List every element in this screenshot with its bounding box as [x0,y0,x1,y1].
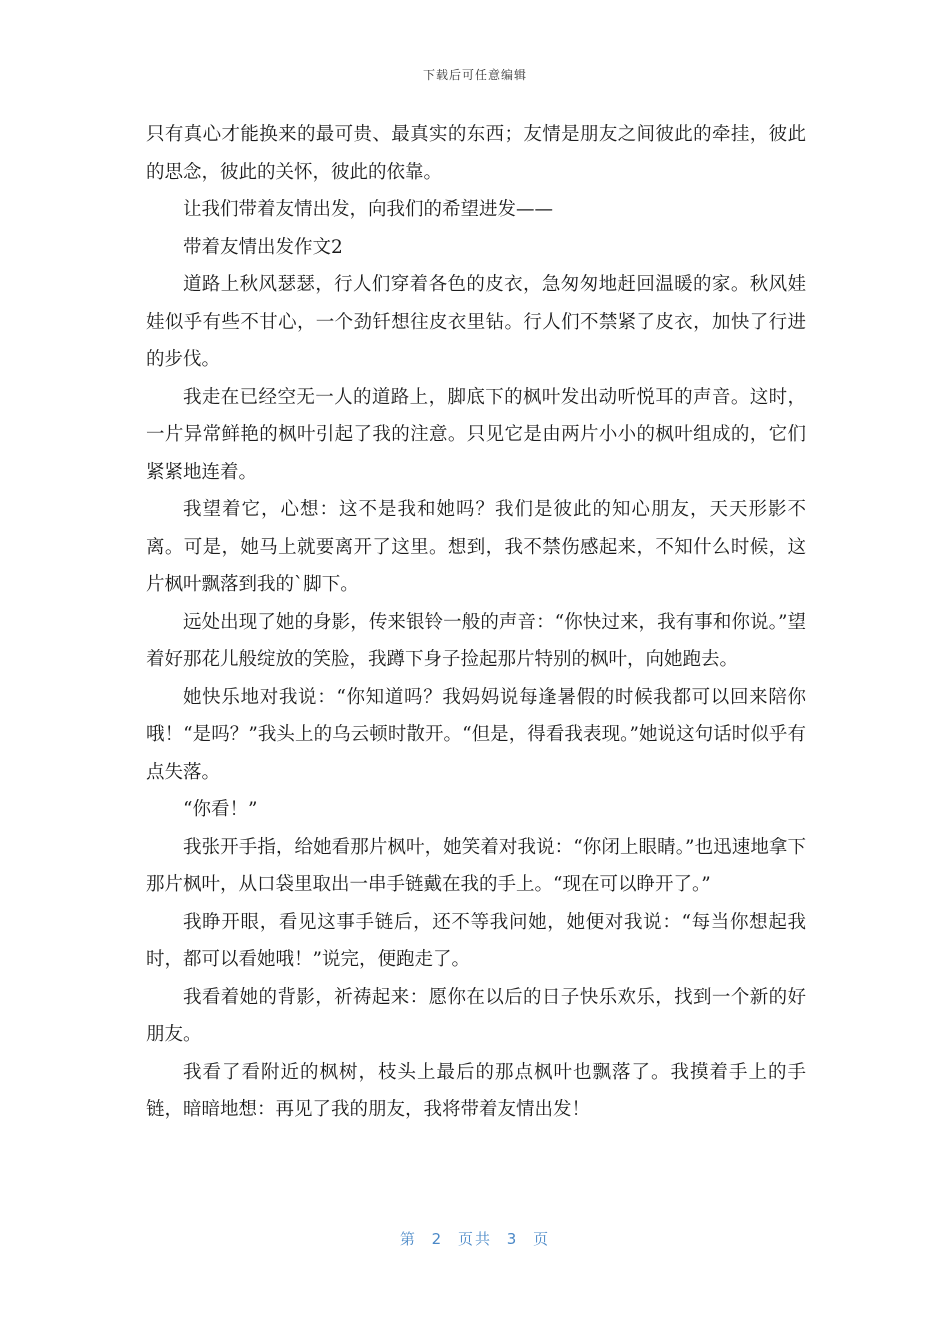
paragraph: 我睁开眼，看见这事手链后，还不等我问她，她便对我说：“每当你想起我时，都可以看她哦！”说完，便跑走了。 [146,911,806,970]
paragraph: 她快乐地对我说：“你知道吗？我妈妈说每逢暑假的时候我都可以回来陪你哦！“是吗？”我头上的乌云顿时散开。“但是，得看我表现。”她说这句话时似乎有点失落。 [146,686,806,783]
paragraph: 只有真心才能换来的最可贵、最真实的东西；友情是朋友之间彼此的牵挂，彼此的思念，彼此的关怀，彼此的依靠。 [146,124,806,183]
document-body [146,116,806,1129]
paragraph: 我看了看附近的枫树，枝头上最后的那点枫叶也飘落了。我摸着手上的手链，暗暗地想：再见了我的朋友，我将带着友情出发！ [146,1061,806,1120]
paragraph: 我望着它，心想：这不是我和她吗？我们是彼此的知心朋友，天天形影不离。可是，她马上就要离开了这里。想到，我不禁伤感起来，不知什么时候，这片枫叶飘落到我的`脚下。 [146,499,806,595]
paragraph: 道路上秋风瑟瑟，行人们穿着各色的皮衣，急匆匆地赶回温暖的家。秋风娃娃似乎有些不甘心，一个劲钎想往皮衣里钻。行人们不禁紧了皮衣，加快了行进的步伐。 [146,274,806,370]
paragraph: 让我们带着友情出发，向我们的希望进发—— [183,199,554,220]
paragraph: 我张开手指，给她看那片枫叶，她笑着对我说：“你闭上眼睛。”也迅速地拿下那片枫叶，从口袋里取出一串手链戴在我的手上。“现在可以睁开了。” [146,836,806,895]
header-note: 下载后可任意编辑 [422,68,527,82]
page-number: 第 2 页共 3 页 [399,1230,551,1248]
paragraph: 我走在已经空无一人的道路上，脚底下的枫叶发出动听悦耳的声音。这时，一片异常鲜艳的枫叶引起了我的注意。只见它是由两片小小的枫叶组成的，它们紧紧地连着。 [146,386,806,483]
section-title: 带着友情出发作文2 [183,236,343,258]
paragraph: “你看！” [183,799,258,820]
paragraph: 远处出现了她的身影，传来银铃一般的声音：“你快过来，我有事和你说。”望着好那花儿般绽放的笑脸，我蹲下身子捡起那片特别的枫叶，向她跑去。 [146,611,806,670]
paragraph: 我看着她的背影，祈祷起来：愿你在以后的日子快乐欢乐，找到一个新的好朋友。 [146,986,806,1045]
